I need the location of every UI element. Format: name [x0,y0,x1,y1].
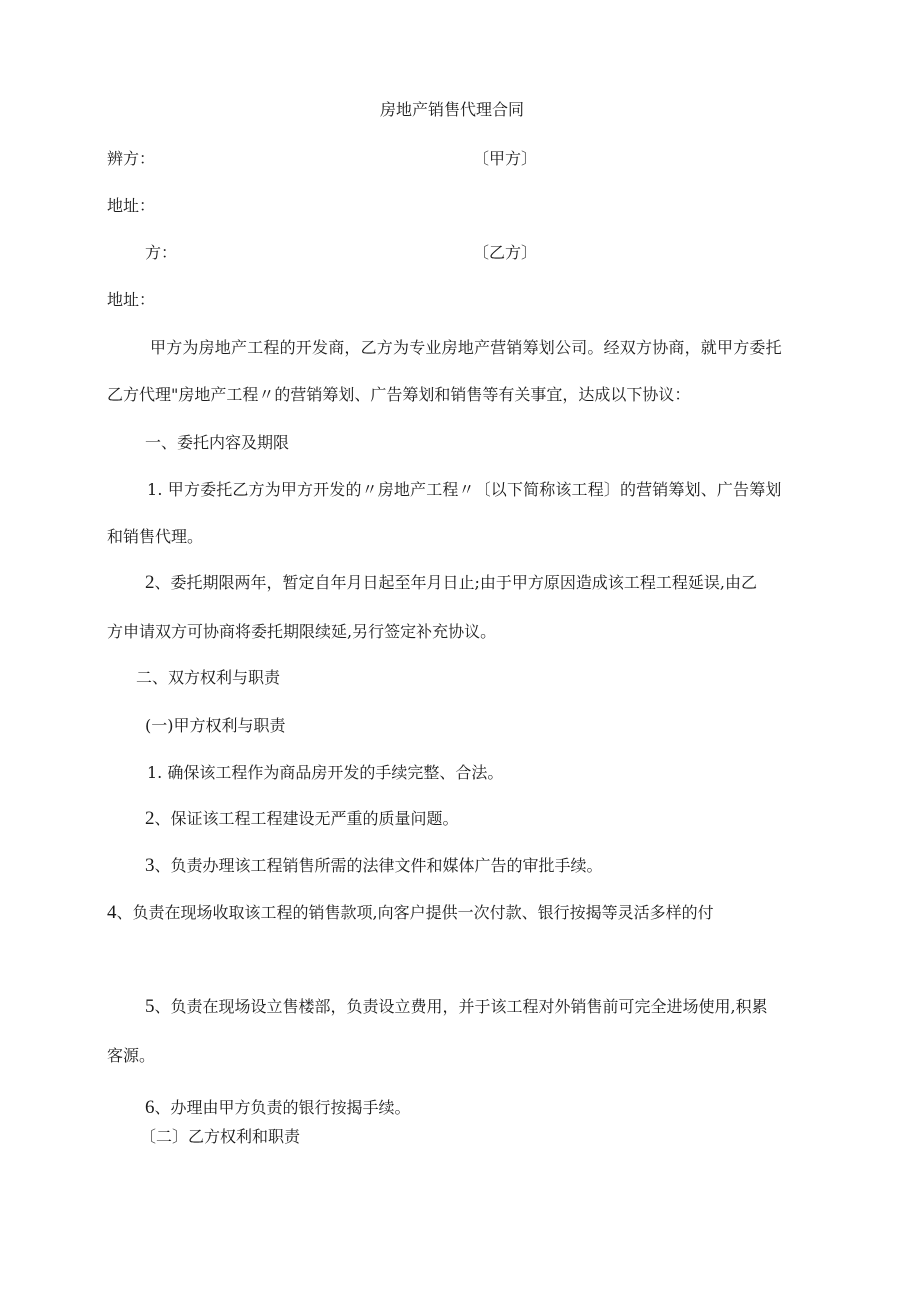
party-a-address-label: 地址： [107,196,156,215]
section-1-heading: 一、委托内容及期限 [145,433,290,452]
a-item-3-number: 3 [145,855,155,876]
a-item-5-number: 5 [145,996,155,1017]
a-item-6-number: 6 [145,1097,155,1118]
s1-item-2-line-1 [145,572,757,594]
party-b-tag: 〔乙方〕 [473,243,538,262]
a-item-2 [145,808,459,830]
intro-line-2: 乙方代理"房地产工程〃的营销筹划、广告筹划和销售等有关事宜，达成以下协议： [107,385,691,404]
a-item-4 [107,902,714,924]
a-item-1: 1. 确保该工程作为商品房开发的手续完整、合法。 [147,763,504,782]
a-item-5-line-1 [145,996,768,1018]
a-item-3 [145,855,603,877]
a-item-2-text: 、保证该工程工程建设无严重的质量问题。 [154,809,459,828]
sub-1-heading: (一)甲方权利与职责 [145,716,286,735]
party-b-address-label: 地址： [107,290,156,309]
document-title: 房地产销售代理合同 [380,100,525,119]
party-a-label: 辨方： [107,149,156,168]
a-item-5-line-2: 客源。 [107,1046,156,1065]
s1-item-2-text: 、委托期限两年，暂定自年月日起至年月日止;由于甲方原因造成该工程工程延误,由乙 [154,573,757,592]
a-item-4-number: 4 [107,902,117,923]
a-item-2-number: 2 [145,808,155,829]
a-item-3-text: 、负责办理该工程销售所需的法律文件和媒体广告的审批手续。 [154,856,603,875]
s1-item-2-line-2: 方申请双方可协商将委托期限续延,另行签定补充协议。 [107,622,497,641]
party-a-tag: 〔甲方〕 [473,149,538,168]
party-b-label: 方： [145,243,178,262]
section-2-heading: 二、双方权利与职责 [136,668,281,687]
a-item-6 [145,1097,411,1119]
sub-2-heading: 〔二〕乙方权利和职责 [140,1127,301,1146]
a-item-4-text: 、负责在现场收取该工程的销售款项,向客户提供一次付款、银行按揭等灵活多样的付 [116,903,714,922]
intro-line-1: 甲方为房地产工程的开发商，乙方为专业房地产营销筹划公司。经双方协商，就甲方委托 [150,338,782,357]
a-item-5-text: 、负责在现场设立售楼部，负责设立费用，并于该工程对外销售前可完全进场使用,积累 [154,997,768,1016]
s1-item-2-number: 2 [145,572,155,593]
s1-item-1-line-1: 1. 甲方委托乙方为甲方开发的〃房地产工程〃〔以下简称该工程〕的营销筹划、广告筹划 [147,480,782,499]
s1-item-1-line-2: 和销售代理。 [107,527,204,546]
a-item-6-text: 、办理由甲方负责的银行按揭手续。 [154,1098,411,1117]
